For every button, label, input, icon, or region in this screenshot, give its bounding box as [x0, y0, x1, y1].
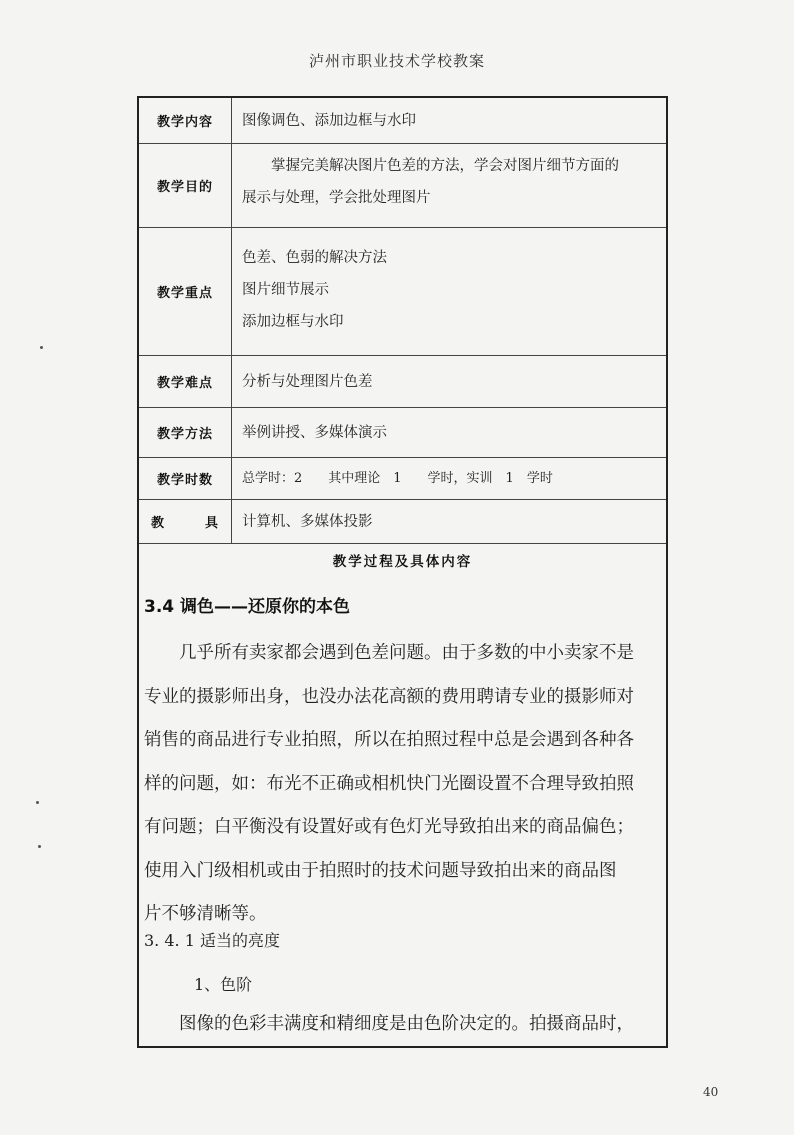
row-label: 教学重点: [139, 228, 232, 355]
paragraph-line: 销售的商品进行专业拍照，所以在拍照过程中总是会遇到各种各: [144, 730, 634, 750]
row-label: 教学难点: [139, 356, 232, 407]
paragraph-line: 片不够清晰等。: [144, 904, 267, 924]
row-label: 教学方法: [139, 408, 232, 457]
scan-speck: [36, 801, 39, 804]
paragraph-line: 专业的摄影师出身，也没办法花高额的费用聘请专业的摄影师对: [144, 686, 634, 707]
heading-levels: 1、色阶: [194, 975, 253, 994]
section-title: 教学过程及具体内容: [332, 554, 473, 570]
table-row-content: [139, 98, 666, 144]
table-row-objective: [139, 144, 666, 228]
page-header: 泸州市职业技术学校教案: [308, 52, 485, 70]
heading-3-4: 3.4 调色——还原你的本色: [144, 597, 351, 617]
row-label: 教学目的: [139, 144, 232, 227]
row-value: [242, 408, 658, 457]
paragraph-color-difference: [144, 632, 664, 937]
row-value-line: 图像调色、添加边框与水印: [242, 112, 416, 129]
row-value-line: 总学时：2 其中理论 1 学时，实训 1 学时: [242, 470, 553, 486]
row-value: [242, 500, 658, 543]
paragraph-line: 有问题；白平衡没有设置好或有色灯光导致拍出来的商品偏色；: [144, 817, 634, 837]
row-label: [139, 500, 232, 543]
table-row-tools: [139, 500, 666, 544]
table-row-method: [139, 408, 666, 458]
row-value: [242, 228, 658, 355]
row-value-line: 添加边框与水印: [242, 314, 344, 330]
row-value-line: 计算机、多媒体投影: [242, 513, 373, 530]
paragraph-line: 样的问题，如：布光不正确或相机快门光圈设置不合理导致拍照: [144, 773, 634, 794]
row-label-left: 教: [151, 516, 166, 531]
row-value-line: 展示与处理，学会批处理图片: [242, 190, 431, 206]
row-value: [242, 98, 658, 143]
row-value: [242, 144, 658, 227]
row-label-right: 具: [204, 516, 219, 531]
heading-3-4-1: 3. 4. 1 适当的亮度: [144, 931, 280, 950]
row-value-line: 举例讲授、多媒体演示: [242, 424, 387, 441]
row-value-line: 图片细节展示: [242, 282, 329, 298]
row-value: [242, 356, 658, 407]
row-value: [242, 458, 658, 499]
row-value-line: 色差、色弱的解决方法: [242, 250, 387, 266]
paragraph-levels: 图像的色彩丰满度和精细度是由色阶决定的。拍摄商品时，: [144, 1014, 634, 1034]
table-row-key-points: [139, 228, 666, 356]
page-number: 40: [703, 1085, 719, 1099]
scan-speck: [38, 845, 41, 848]
table-row-difficulty: [139, 356, 666, 408]
scan-speck: [40, 346, 43, 349]
paragraph-line: 使用入门级相机或由于拍照时的技术问题导致拍出来的商品图: [144, 860, 617, 881]
table-row-hours: [139, 458, 666, 500]
paragraph-line: 几乎所有卖家都会遇到色差问题。由于多数的中小卖家不是: [144, 643, 634, 663]
row-value-line: 掌握完美解决图片色差的方法，学会对图片细节方面的: [242, 158, 619, 174]
row-value-line: 分析与处理图片色差: [242, 373, 373, 390]
row-label: 教学内容: [139, 98, 232, 143]
lesson-plan-frame: [137, 96, 668, 1048]
row-label: 教学时数: [139, 458, 232, 499]
